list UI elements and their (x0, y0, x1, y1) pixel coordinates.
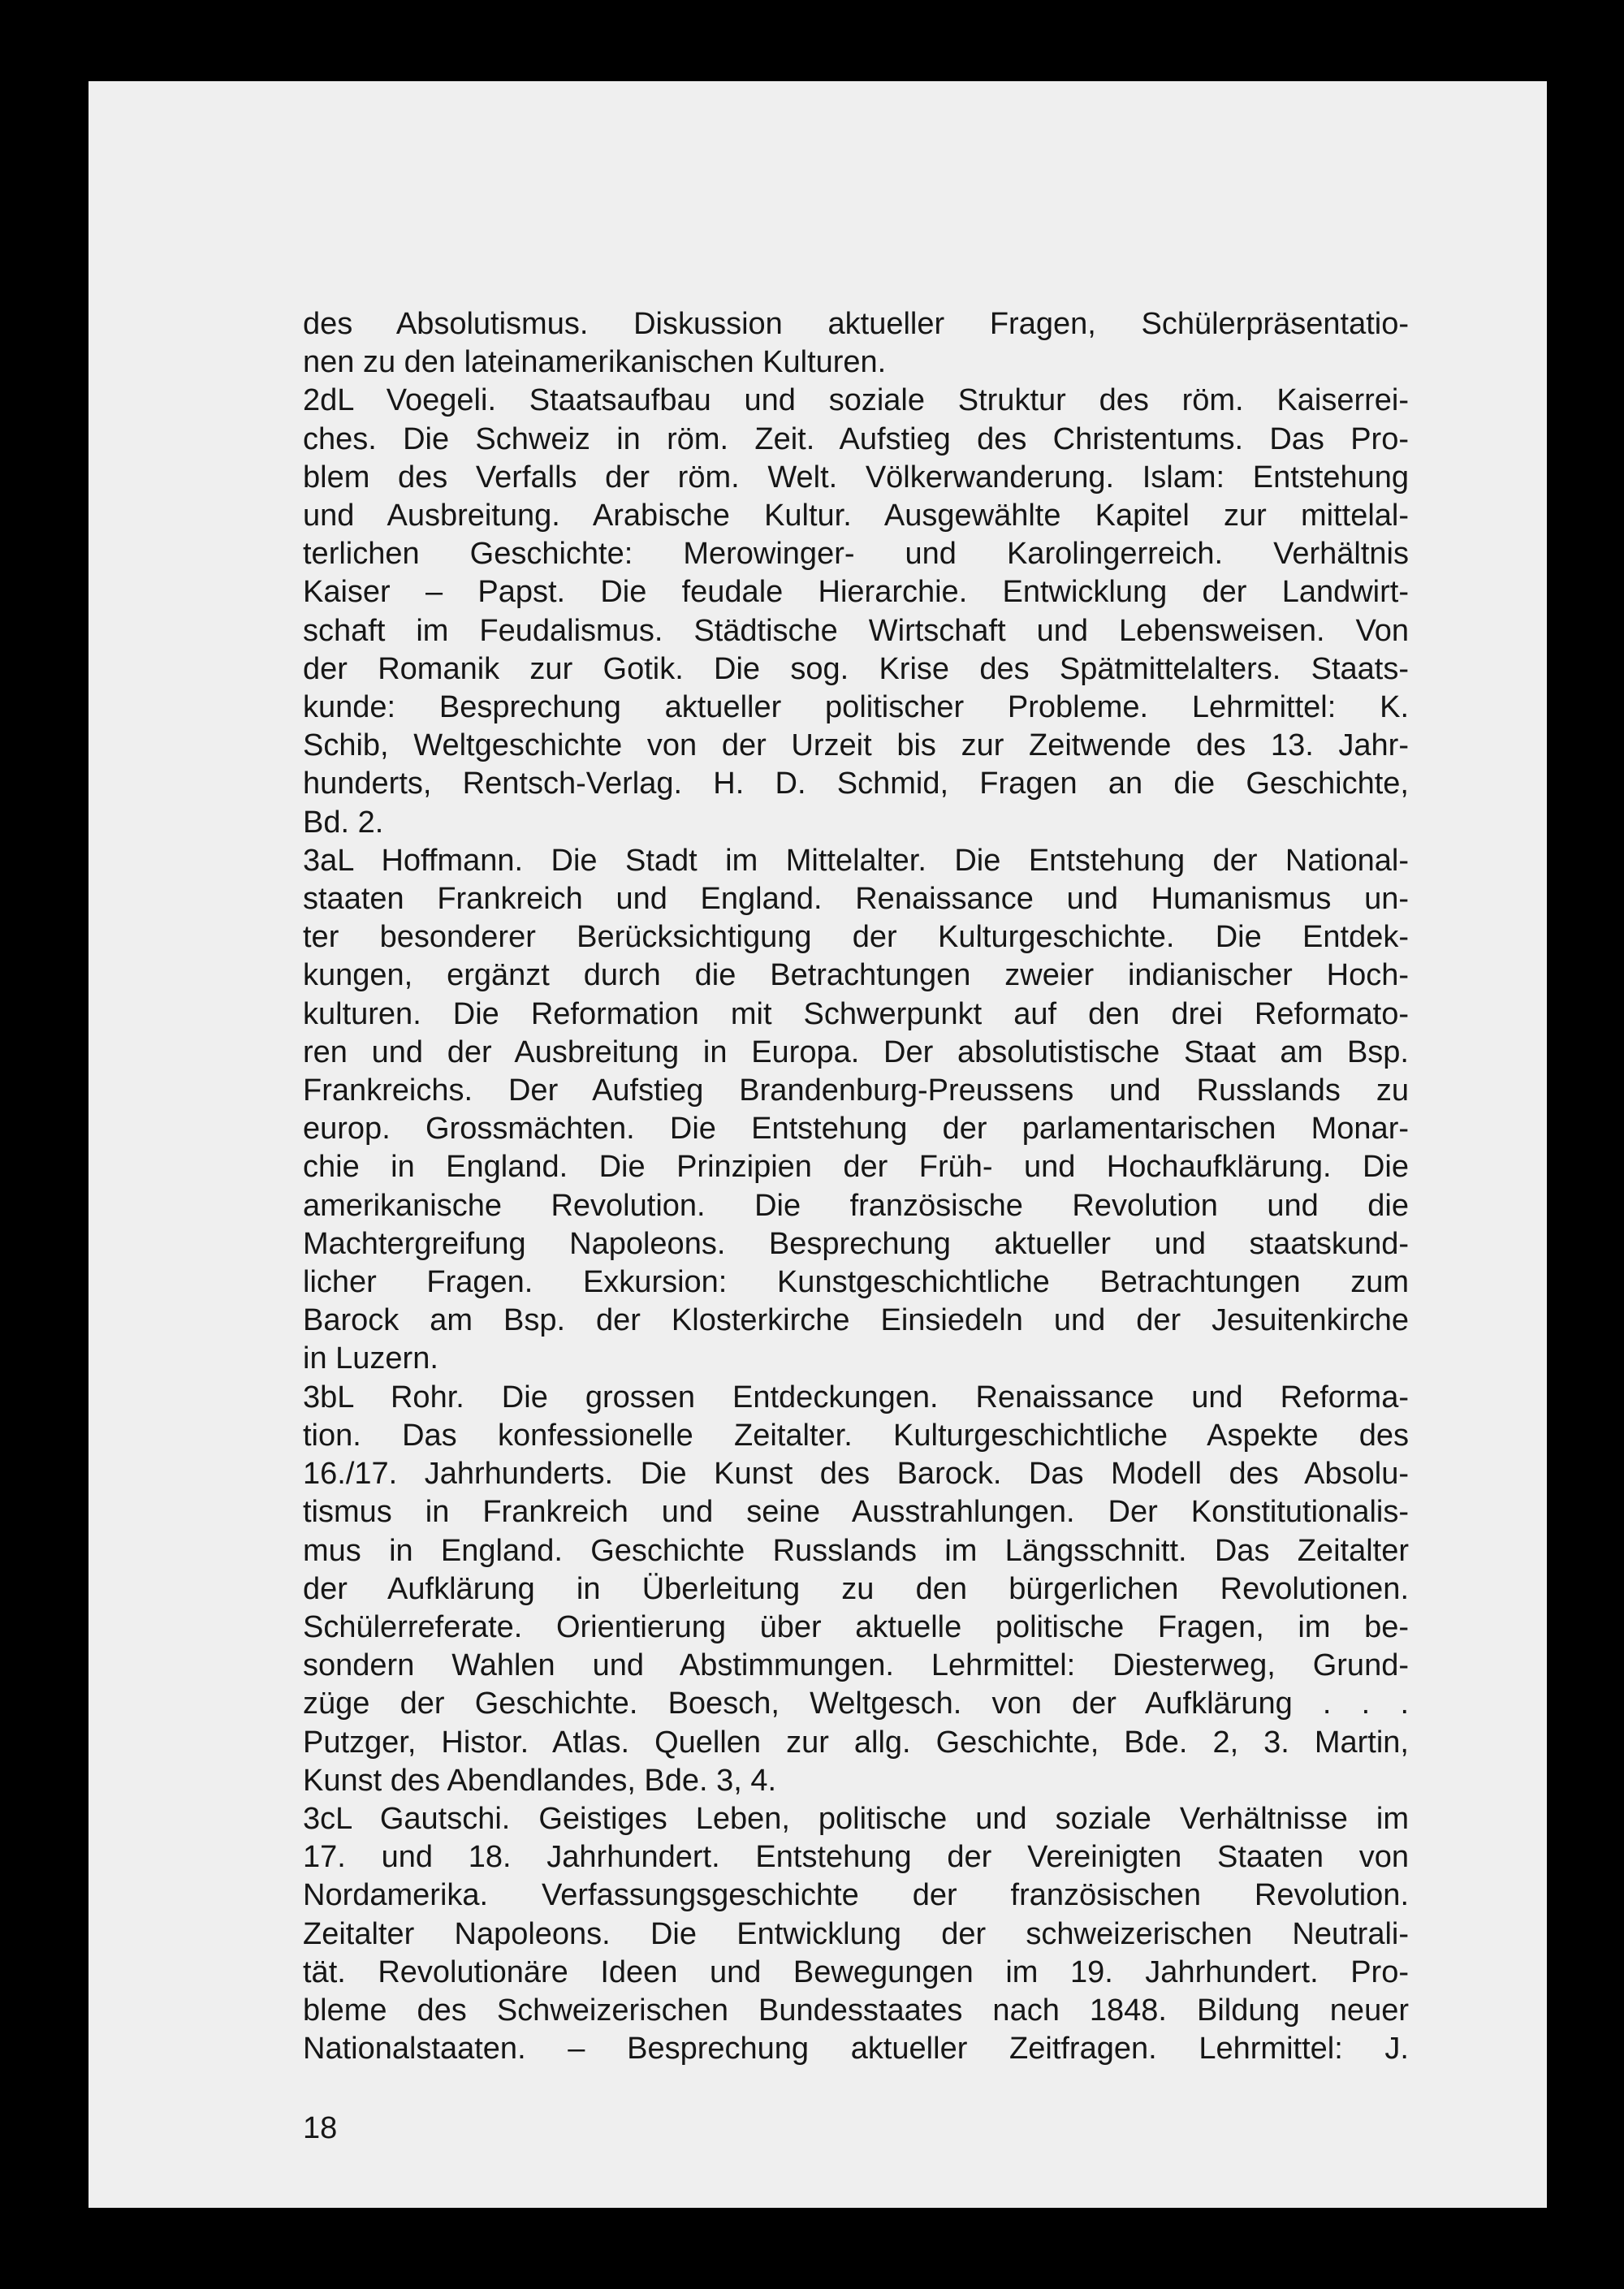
text-line: Bd. 2. (303, 805, 384, 840)
text-line: ren und der Ausbreitung in Europa. Der absolutistische Staat am Bsp. (303, 1034, 1409, 1069)
text-line: kunde: Besprechung aktueller politischer Probleme. Lehrmittel: K. (303, 690, 1409, 725)
text-line: des Absolutismus. Diskussion aktueller Fragen, Schülerpräsentatio- (303, 307, 1409, 341)
text-line: mus in England. Geschichte Russlands im Längsschnitt. Das Zeitalter (303, 1533, 1409, 1568)
text-line: schaft im Feudalismus. Städtische Wirtschaft und Lebensweisen. Von (303, 613, 1409, 648)
text-line: terlichen Geschichte: Merowinger- und Karolingerreich. Verhältnis (303, 537, 1409, 572)
text-line: der Aufklärung in Überleitung zu den bürgerlichen Revolutionen. (303, 1571, 1409, 1606)
text-line: Kaiser – Papst. Die feudale Hierarchie. Entwicklung der Landwirt- (303, 575, 1409, 610)
text-line: tismus in Frankreich und seine Ausstrahlungen. Der Konstitutionalis- (303, 1495, 1409, 1530)
text-line: 3cL Gautschi. Geistiges Leben, politische und soziale Verhältnisse im (303, 1801, 1409, 1836)
text-line: der Romanik zur Gotik. Die sog. Krise des Spätmittelalters. Staats- (303, 651, 1409, 686)
text-line: nen zu den lateinamerikanischen Kulturen. (303, 345, 887, 380)
text-line: kulturen. Die Reformation mit Schwerpunkt auf den drei Reformato- (303, 996, 1409, 1031)
text-line: Zeitalter Napoleons. Die Entwicklung der schweizerischen Neutrali- (303, 1916, 1409, 1951)
text-line: 3bL Rohr. Die grossen Entdeckungen. Renaissance und Reforma- (303, 1380, 1409, 1414)
text-line: chie in England. Die Prinzipien der Früh- und Hochaufklärung. Die (303, 1150, 1409, 1185)
text-line: hunderts, Rentsch-Verlag. H. D. Schmid, Fragen an die Geschichte, (303, 767, 1409, 801)
text-line: Schülerreferate. Orientierung über aktuelle politische Fragen, im be- (303, 1609, 1409, 1644)
text-line: Nordamerika. Verfassungsgeschichte der französischen Revolution. (303, 1878, 1409, 1913)
text-line: Barock am Bsp. der Klosterkirche Einsiedeln und der Jesuitenkirche (303, 1303, 1409, 1338)
text-line: ches. Die Schweiz in röm. Zeit. Aufstieg des Christentums. Das Pro- (303, 421, 1409, 456)
text-line: züge der Geschichte. Boesch, Weltgesch. von der Aufklärung . . . (303, 1687, 1409, 1721)
text-line: tion. Das konfessionelle Zeitalter. Kulturgeschichtliche Aspekte des (303, 1418, 1409, 1453)
text-line: amerikanische Revolution. Die französische Revolution und die (303, 1188, 1409, 1223)
text-line: blem des Verfalls der röm. Welt. Völkerwanderung. Islam: Entstehung (303, 460, 1409, 495)
text-line: Schib, Weltgeschichte von der Urzeit bis zur Zeitwende des 13. Jahr- (303, 728, 1409, 763)
text-line: Putzger, Histor. Atlas. Quellen zur allg. Geschichte, Bde. 2, 3. Martin, (303, 1725, 1409, 1760)
text-line: Machtergreifung Napoleons. Besprechung aktueller und staatskund- (303, 1226, 1409, 1261)
text-line: 3aL Hoffmann. Die Stadt im Mittelalter. Die Entstehung der National- (303, 843, 1409, 878)
text-line: kungen, ergänzt durch die Betrachtungen zweier indianischer Hoch- (303, 958, 1409, 993)
text-line: 2dL Voegeli. Staatsaufbau und soziale Struktur des röm. Kaiserrei- (303, 383, 1409, 418)
text-line: licher Fragen. Exkursion: Kunstgeschichtliche Betrachtungen zum (303, 1265, 1409, 1300)
text-line: europ. Grossmächten. Die Entstehung der parlamentarischen Monar- (303, 1112, 1409, 1147)
page-number: 18 (303, 2111, 338, 2145)
text-line: sondern Wahlen und Abstimmungen. Lehrmittel: Diesterweg, Grund- (303, 1648, 1409, 1683)
text-line: Kunst des Abendlandes, Bde. 3, 4. (303, 1763, 777, 1798)
text-line: Frankreichs. Der Aufstieg Brandenburg-Preussens und Russlands zu (303, 1073, 1409, 1108)
text-line: und Ausbreitung. Arabische Kultur. Ausgewählte Kapitel zur mittelal- (303, 499, 1409, 533)
text-line: in Luzern. (303, 1341, 438, 1376)
text-line: 17. und 18. Jahrhundert. Entstehung der Vereinigten Staaten von (303, 1840, 1409, 1875)
text-line: staaten Frankreich und England. Renaissance und Humanismus un- (303, 882, 1409, 917)
text-line: 16./17. Jahrhunderts. Die Kunst des Barock. Das Modell des Absolu- (303, 1457, 1409, 1492)
text-line: bleme des Schweizerischen Bundesstaates nach 1848. Bildung neuer (303, 1993, 1409, 2028)
text-line: Nationalstaaten. – Besprechung aktueller Zeitfragen. Lehrmittel: J. (303, 2032, 1409, 2067)
body-text (303, 305, 1409, 2068)
text-line: ter besonderer Berücksichtigung der Kulturgeschichte. Die Entdek- (303, 920, 1409, 955)
text-line: tät. Revolutionäre Ideen und Bewegungen im 19. Jahrhundert. Pro- (303, 1954, 1409, 1989)
document-page (89, 81, 1547, 2208)
